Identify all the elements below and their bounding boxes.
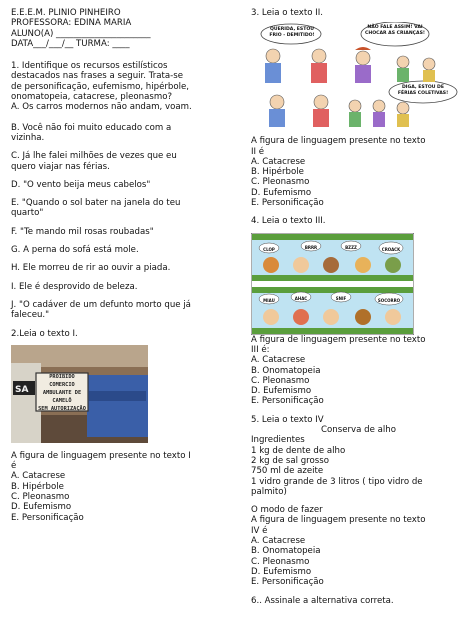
q5-prompt-2: IV é: [251, 525, 268, 536]
q5-option-c: C. Pleonasmo: [251, 556, 310, 567]
cartoon-bubble-3: DIGA, ESTOU DE FÉRIAS COLETIVAS!: [397, 85, 449, 96]
q1-item-d: D. "O vento beija meus cabelos": [11, 179, 151, 190]
q3-option-e: E. Personificação: [251, 198, 324, 209]
cartoon-bubble-1: QUERIDA, ESTOU FRIO - DEMITIDO!: [269, 27, 315, 38]
q2-option-e: E. Personificação: [11, 512, 84, 523]
q4-option-d: D. Eufemismo: [251, 386, 312, 397]
cartoon-drawing: [251, 22, 461, 130]
q1-item-b: B. Você não foi muito educado com a: [11, 122, 172, 133]
q1-item-c-cont: quero viajar nas férias.: [11, 161, 110, 172]
comic-bubble-7: SNIF: [335, 295, 347, 301]
q2-option-b: B. Hipérbole: [11, 481, 64, 492]
q1-item-e: E. "Quando o sol bater na janela do teu: [11, 198, 181, 209]
q4-prompt-1: A figura de linguagem presente no texto: [251, 334, 426, 345]
q3-prompt-1: A figura de linguagem presente no texto: [251, 136, 426, 147]
comic-bubble-6: AHAC: [294, 295, 308, 301]
q1-item-c: C. Já lhe falei milhões de vezes que eu: [11, 151, 177, 162]
q4-option-b: B. Onomatopeia: [251, 365, 321, 376]
q1-item-g: G. A perna do sofá está mole.: [11, 245, 139, 256]
teacher-name: PROFESSORA: EDINA MARIA: [11, 18, 132, 29]
q1-item-a: A. Os carros modernos não andam, voam.: [11, 102, 192, 113]
q4-prompt-2: III é:: [251, 344, 270, 355]
comic-bubble-3: BZZZ: [345, 244, 357, 250]
q6-title: 6.. Assinale a alternativa correta.: [251, 595, 394, 606]
q1-item-e-cont: quarto": [11, 208, 44, 219]
q2-option-d: D. Eufemismo: [11, 502, 72, 513]
sign-line-4: SEM AUTORIZAÇÃO: [38, 405, 86, 412]
q1-line-2: destacados nas frases a seguir. Trata-se: [11, 71, 184, 82]
q2-option-c: C. Pleonasmo: [11, 492, 70, 503]
comic-bubble-4: CROACK: [381, 246, 401, 252]
q1-item-j: J. "O cadáver de um defunto morto que já: [11, 299, 191, 310]
q4-option-a: A. Catacrese: [251, 355, 306, 366]
q3-option-a: A. Catacrese: [251, 156, 306, 167]
q4-option-e: E. Personificação: [251, 396, 324, 407]
q2-title: 2.Leia o texto I.: [11, 328, 78, 339]
q4-option-c: C. Pleonasmo: [251, 375, 310, 386]
q5-option-d: D. Eufemismo: [251, 566, 312, 577]
q1-item-i: I. Ele é desprovido de beleza.: [11, 281, 138, 292]
right-column: [251, 8, 466, 606]
recipe-item-1: 1 kg de dente de alho: [251, 445, 346, 456]
text-i-photo: [11, 345, 148, 443]
q1-item-b-cont: vizinha.: [11, 132, 45, 143]
q2-option-a: A. Catacrese: [11, 471, 66, 482]
cartoon-bubble-2: NÃO FALE ASSIM! VAI CHOCAR AS CRIANÇAS!: [365, 25, 425, 36]
sign-line-2: AMBULANTE DE: [42, 389, 82, 396]
comic-bubble-1: CLOP: [263, 246, 275, 252]
q5-option-e: E. Personificação: [251, 577, 324, 588]
text-iii-comic: [251, 233, 414, 335]
svg-text:SA: SA: [15, 384, 29, 395]
q2-prompt-1: A figura de linguagem presente no texto I: [11, 450, 191, 461]
q3-title: 3. Leia o texto II.: [251, 8, 323, 18]
q5-prompt-1: A figura de linguagem presente no texto: [251, 515, 426, 526]
q4-title: 4. Leia o texto III.: [251, 216, 326, 227]
student-field: ALUNO(A) ______________________: [11, 28, 151, 39]
q3-option-b: B. Hipérbole: [251, 167, 304, 178]
q2-prompt-2: é: [11, 461, 17, 472]
recipe-title: Conserva de alho: [321, 425, 396, 436]
q1-item-j-cont: faleceu.": [11, 310, 50, 321]
recipe-item-3: 750 ml de azeite: [251, 466, 324, 477]
recipe-ingredients-heading: Ingredientes: [251, 435, 305, 446]
q5-option-a: A. Catacrese: [251, 536, 306, 547]
q1-line-1: 1. Identifique os recursos estilísticos: [11, 61, 168, 72]
date-class-field: DATA___/___/__ TURMA: ____: [11, 38, 130, 49]
q5-option-b: B. Onomatopeia: [251, 546, 321, 557]
q1-line-4: onomatopeia, catacrese, pleonasmo?: [11, 92, 173, 103]
comic-bubble-5: MIAU: [263, 297, 275, 303]
recipe-method-heading: O modo de fazer: [251, 505, 323, 516]
comic-bubble-2: BRRR: [304, 244, 318, 250]
recipe-item-4: 1 vidro grande de 3 litros ( tipo vidro de: [251, 476, 423, 487]
recipe-item-2: 2 kg de sal grosso: [251, 455, 329, 466]
q1-item-f: F. "Te mando mil rosas roubadas": [11, 226, 154, 237]
comic-bubble-8: SOCORRO: [377, 297, 401, 303]
sign-text: [36, 373, 88, 411]
q1-line-3: de personificação, eufemismo, hipérbole,: [11, 81, 190, 92]
q3-option-c: C. Pleonasmo: [251, 177, 310, 188]
q3-prompt-2: II é: [251, 146, 265, 157]
q3-option-d: D. Eufemismo: [251, 187, 312, 198]
q1-item-h: H. Ele morreu de rir ao ouvir a piada.: [11, 263, 171, 274]
sign-line-1: PROIBIDO COMERCIO: [49, 373, 75, 388]
school-name: E.E.E.M. PLINIO PINHEIRO: [11, 8, 121, 18]
sign-line-3: CAMELÔ: [52, 397, 72, 404]
left-column: [11, 8, 239, 523]
recipe-item-4-cont: palmito): [251, 486, 287, 497]
q5-title: 5. Leia o texto IV: [251, 414, 324, 425]
text-ii-cartoon: [251, 22, 461, 130]
